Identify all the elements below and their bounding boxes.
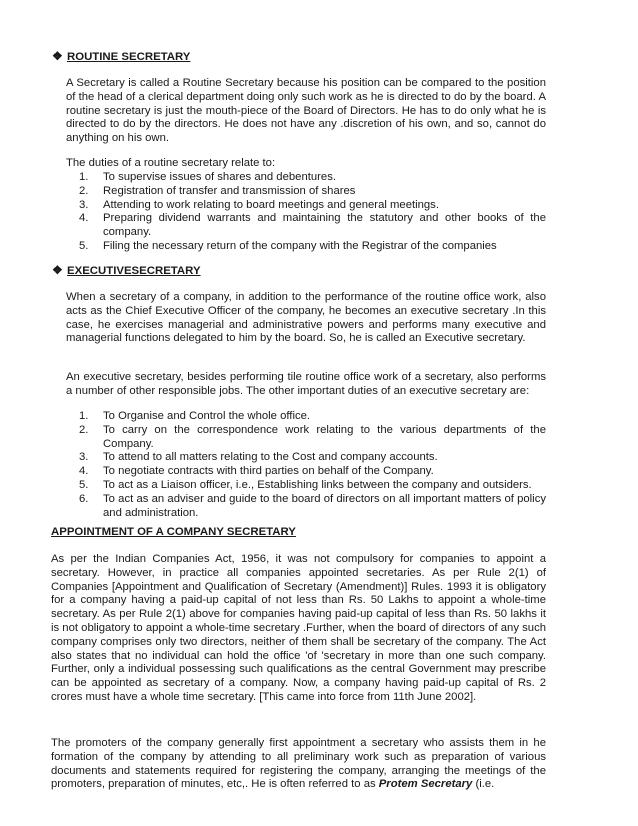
list-text: To act as a Liaison officer, i.e., Establishing links between the company and outsiders. (103, 478, 532, 491)
executive-paragraph-2: An executive secretary, besides performing tile routine office work of a secretary, also performs a number of other responsible jobs. The other important duties of an executive secretary are: (66, 371, 546, 397)
protem-secretary-emphasis: Protem Secretary (378, 778, 473, 791)
executive-duties-list (79, 410, 546, 520)
list-number: 3. (79, 451, 89, 464)
routine-duties-list (79, 171, 546, 254)
list-text: To supervise issues of shares and debentures. (103, 171, 336, 183)
list-item (79, 424, 546, 452)
list-text: To attend to all matters relating to the Cost and company accounts. (103, 451, 438, 464)
executive-heading-text: EXECUTIVESECRETARY (67, 265, 201, 277)
routine-heading-text: ROUTINE SECRETARY (67, 51, 191, 63)
appointment-paragraph-1: As per the Indian Companies Act, 1956, it was not compulsory for companies to appoint a secretary. However, in practice all companies appointed secretaries. As per Rule 2(1) of Companies [Appointment and Qualification of Secretary (Amendment)] Rules. 1993 it is obligatory for a company having a paid-up capital of not less than Rs. 50 Lakhs to appoint a whole-time secretary. As per Rule 2(1) above for companies having paid-up capital of less than Rs. 50 lakhs it is not obligatory to appoint a whole-time secretary .Further, when the board of directors of any such company comprises only two directors, neither of them shall be secretary of the company. The Act also states that no individual can hold the office 'of 'secretary in more than one such company. Further, only a individual possessing such qualifications as the central Government may prescribe can be appointed as secretary of a company. Now, a company having paid-up capital of Rs. 2 crores must have a whole time secretary. [This came into force from 11th June 2002]. (51, 553, 546, 703)
list-number: 4. (79, 212, 89, 225)
list-number: 1. (79, 171, 89, 183)
list-item (79, 479, 546, 493)
list-item (79, 410, 546, 424)
list-number: 2. (79, 184, 89, 197)
paragraph-text: The promoters of the company generally first appointment a secretary who assists them in he formation of the company by attending to all preliminary work such as preparation of various documents and statements required for registering the company, arranging the meetings of the promoters, preparation of minutes, etc,. He is often referred to as (51, 737, 546, 791)
list-text: To negotiate contracts with third parties on behalf of the Company. (103, 465, 434, 478)
list-text: Preparing dividend warrants and maintaining the statutory and other books of the company. (103, 212, 546, 239)
routine-paragraph: A Secretary is called a Routine Secretary because his position can be compared to the position of the head of a clerical department doing only such work as he is directed to do by the board. A routine secretary is just the mouth-piece of the Board of Directors. He has to do only what he is directed to do by the directors. He does not have any .discretion of his own, and so, cannot do anything on his own. (66, 77, 546, 145)
list-item (79, 199, 546, 213)
appointment-heading: APPOINTMENT OF A COMPANY SECRETARY (51, 526, 296, 538)
diamond-bullet-icon: ❖ (52, 49, 63, 63)
list-text: To act as an adviser and guide to the board of directors on all important matters of policy and administration. (103, 492, 546, 519)
list-number: 6. (79, 492, 89, 505)
list-number: 5. (79, 239, 89, 252)
executive-secretary-heading (52, 263, 548, 278)
list-text: Attending to work relating to board meetings and general meetings. (103, 198, 439, 211)
list-number: 2. (79, 423, 89, 436)
list-number: 5. (79, 478, 89, 491)
paragraph-text-end: (i.e. (472, 778, 495, 791)
list-item (79, 212, 546, 240)
list-number: 4. (79, 465, 89, 478)
list-item (79, 171, 546, 185)
diamond-bullet-icon: ❖ (52, 263, 63, 277)
routine-secretary-heading (52, 49, 548, 64)
list-item (79, 185, 546, 199)
list-item (79, 465, 546, 479)
appointment-paragraph-2 (51, 737, 546, 792)
list-text: To carry on the correspondence work relating to the various departments of the Company. (103, 423, 546, 450)
list-item (79, 451, 546, 465)
list-item (79, 493, 546, 521)
list-number: 3. (79, 198, 89, 211)
routine-duties-intro: The duties of a routine secretary relate to: (66, 157, 276, 169)
list-text: To Organise and Control the whole office. (103, 410, 311, 422)
list-item (79, 240, 546, 254)
executive-paragraph-1: When a secretary of a company, in addition to the performance of the routine office work, also acts as the Chief Executive Officer of the company, he becomes an executive secretary .In this case, he exercises managerial and administrative powers and performs many executive and managerial functions delegated to him by the board. So, he is called an Executive secretary. (66, 291, 546, 345)
list-text: Filing the necessary return of the company with the Registrar of the companies (103, 239, 497, 252)
list-number: 1. (79, 410, 89, 422)
list-text: Registration of transfer and transmission of shares (103, 184, 356, 197)
